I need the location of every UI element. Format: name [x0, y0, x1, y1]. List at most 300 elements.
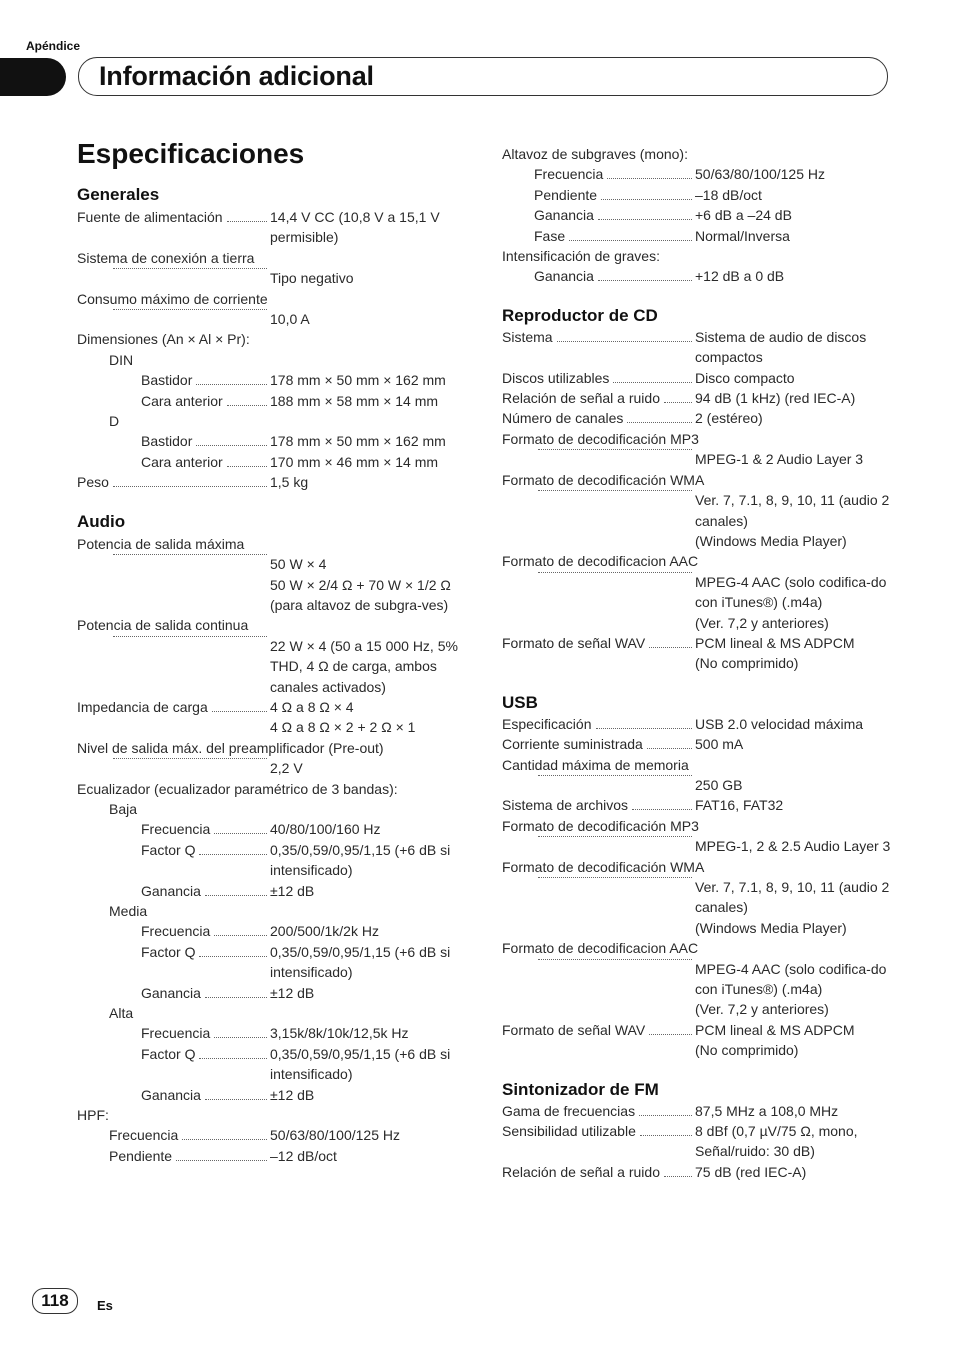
spec-value-line: ±12 dB: [270, 1086, 315, 1103]
spec-section: [502, 692, 902, 1061]
spec-value-line: 14,4 V CC (10,8 V a 15,1 V permisible): [270, 209, 440, 246]
spec-value-line: 75 dB (red IEC-A): [695, 1163, 807, 1180]
dot-leader: [176, 1160, 267, 1161]
section-heading: USB: [502, 692, 538, 712]
spec-label: Discos utilizables: [502, 369, 610, 386]
dot-leader: [627, 422, 692, 423]
spec-label-line: Alta: [109, 1005, 134, 1022]
spec-value-line: 50 W × 2/4 Ω + 70 W × 1/2 Ω (para altavoz de subgra-ves): [270, 576, 451, 613]
spec-row: [502, 388, 902, 408]
spec-value: [695, 734, 902, 754]
spec-value-line: 0,35/0,59/0,95/1,15 (+6 dB si intensificado): [270, 841, 451, 879]
dot-leader: [113, 486, 267, 487]
spec-label-cell: [502, 266, 695, 286]
spec-row: [502, 164, 902, 184]
spec-row: [77, 1044, 477, 1085]
spec-row: [502, 959, 902, 1020]
spec-label: Ganancia: [141, 984, 201, 1001]
spec-label-line: Potencia de salida continua: [77, 617, 249, 634]
spec-label: Sistema de archivos: [502, 797, 629, 814]
spec-label-line: Formato de decodificación WMA: [502, 471, 705, 488]
spec-label-cell: [502, 836, 695, 841]
dot-leader: [199, 956, 267, 957]
right-column: [502, 144, 902, 1182]
spec-label-line: Media: [109, 903, 148, 919]
spec-value-line: (Windows Media Player): [695, 532, 847, 549]
spec-value-line: 500 mA: [695, 736, 744, 753]
dot-leader: [538, 572, 692, 573]
spec-value-line: USB 2.0 velocidad máxima: [695, 715, 864, 732]
page-number: 118: [32, 1288, 78, 1314]
spec-label-cell: [77, 819, 270, 839]
spec-value: [270, 554, 477, 615]
spec-row: [502, 1162, 902, 1182]
spec-label: Gama de frecuencias: [502, 1102, 636, 1119]
section-tab-marker: [0, 58, 66, 96]
spec-value-line: 2,2 V: [270, 760, 303, 777]
spec-value: [270, 391, 477, 411]
spec-value: [695, 368, 902, 388]
spec-value-line: 0,35/0,59/0,95/1,15 (+6 dB si intensificado): [270, 1045, 451, 1083]
spec-value: [695, 327, 902, 368]
spec-row: [502, 775, 902, 795]
spec-value-line: 22 W × 4 (50 a 15 000 Hz, 5% THD, 4 Ω de carga, ambos canales activados): [270, 637, 458, 695]
chapter-title: Información adicional: [99, 61, 374, 91]
spec-label-cell: [77, 758, 270, 763]
spec-value: [695, 205, 902, 225]
spec-value-line: (No comprimido): [695, 1042, 799, 1059]
spec-row: [77, 921, 477, 941]
spec-value: [695, 1020, 902, 1061]
spec-label-cell: [502, 633, 695, 653]
dot-leader: [196, 384, 267, 385]
spec-value: [695, 1162, 902, 1182]
spec-section: [77, 511, 477, 1167]
spec-value-line: 4 Ω a 8 Ω × 2 + 2 Ω × 1: [270, 719, 416, 736]
spec-value-line: ±12 dB: [270, 882, 315, 899]
spec-row: [77, 840, 477, 881]
spec-label: Impedancia de carga: [77, 698, 208, 715]
spec-row: [77, 1085, 477, 1105]
spec-label-cell: [502, 877, 695, 882]
spec-label: Bastidor: [141, 372, 193, 389]
spec-row: [77, 819, 477, 839]
spec-label-cell: [502, 1101, 695, 1121]
spec-label: Número de canales: [502, 410, 624, 427]
spec-label-line: Formato de decodificación MP3: [502, 817, 699, 834]
spec-label-line: Formato de decodificacion AAC: [502, 553, 699, 570]
spec-row: [77, 207, 477, 248]
spec-value: [695, 388, 902, 408]
language-code: Es: [97, 1298, 113, 1313]
spec-label-line: Intensificación de graves:: [502, 248, 660, 265]
spec-row: [77, 1125, 477, 1145]
spec-value: [270, 431, 477, 451]
dot-leader: [613, 382, 692, 383]
spec-value: [270, 881, 477, 901]
spec-value: [695, 836, 902, 856]
spec-row: [77, 554, 477, 615]
dot-leader: [227, 405, 267, 406]
spec-value-line: 250 GB: [695, 776, 743, 793]
spec-label-line: Formato de decodificación WMA: [502, 858, 705, 875]
dot-leader: [196, 445, 267, 446]
spec-value-line: 50/63/80/100/125 Hz: [270, 1127, 400, 1144]
spec-value: [695, 449, 902, 469]
spec-value: [270, 921, 477, 941]
dot-leader: [199, 1058, 267, 1059]
spec-value-line: –18 dB/oct: [695, 186, 762, 203]
dot-leader: [113, 268, 267, 269]
spec-value-line: 10,0 A: [270, 311, 310, 328]
spec-row: [77, 697, 477, 738]
dot-leader: [596, 728, 693, 729]
spec-label-line: Altavoz de subgraves (mono):: [502, 146, 688, 162]
section-heading: Sintonizador de FM: [502, 1079, 659, 1099]
spec-label-cell: [77, 370, 270, 390]
spec-value-line: 4 Ω a 8 Ω × 4: [270, 698, 354, 715]
spec-label-cell: [77, 942, 270, 962]
dot-leader: [538, 775, 692, 776]
spec-value: [695, 490, 902, 551]
spec-label: Frecuencia: [534, 166, 604, 183]
spec-row: [77, 309, 477, 329]
spec-value-line: Disco compacto: [695, 369, 795, 386]
spec-value: [270, 309, 477, 329]
spec-value: [270, 268, 477, 288]
dot-leader: [639, 1115, 692, 1116]
spec-label-line: Consumo máximo de corriente: [77, 290, 268, 307]
running-header: Apéndice: [26, 39, 81, 53]
spec-row: [77, 636, 477, 697]
spec-label-cell: [502, 490, 695, 495]
spec-label-line: Potencia de salida máxima: [77, 535, 245, 552]
spec-value-line: 94 dB (1 kHz) (red IEC-A): [695, 390, 856, 407]
dot-leader: [598, 219, 692, 220]
spec-label: Ganancia: [534, 207, 594, 224]
spec-row: [77, 391, 477, 411]
spec-row: [502, 1020, 902, 1061]
spec-row: [502, 633, 902, 674]
dot-leader: [113, 758, 267, 759]
spec-label-cell: [77, 881, 270, 901]
spec-value-line: 50 W × 4: [270, 556, 327, 573]
spec-value-line: Sistema de audio de discos compactos: [695, 328, 867, 366]
dot-leader: [649, 1034, 692, 1035]
spec-label: Sensibilidad utilizable: [502, 1123, 636, 1140]
spec-value-line: Tipo negativo: [270, 270, 354, 287]
spec-section: [502, 1079, 902, 1183]
spec-label-cell: [77, 309, 270, 314]
spec-section: [502, 144, 902, 287]
spec-value: [270, 207, 477, 248]
spec-label: Formato de señal WAV: [502, 634, 646, 651]
spec-label-cell: [77, 472, 270, 492]
spec-label-line: Cantidad máxima de memoria: [502, 756, 689, 773]
spec-label: Ganancia: [534, 268, 594, 285]
spec-label: Factor Q: [141, 1045, 196, 1062]
spec-value: [270, 1085, 477, 1105]
spec-row: [502, 714, 902, 734]
spec-label: Fuente de alimentación: [77, 209, 223, 225]
dot-leader: [113, 636, 267, 637]
spec-label-line: D: [109, 413, 120, 430]
spec-value: [695, 633, 902, 674]
spec-label-cell: [502, 795, 695, 815]
spec-row: [502, 734, 902, 754]
spec-value-line: 2 (estéreo): [695, 410, 763, 427]
spec-value-line: 0,35/0,59/0,95/1,15 (+6 dB si intensificado): [270, 943, 451, 981]
spec-value: [695, 164, 902, 184]
page-title: Especificaciones: [77, 138, 305, 169]
spec-value-line: PCM lineal & MS ADPCM: [695, 1021, 855, 1038]
spec-row: [502, 795, 902, 815]
spec-value: [270, 1125, 477, 1145]
spec-value: [695, 1101, 902, 1121]
spec-label-cell: [502, 1162, 695, 1182]
spec-value-line: FAT16, FAT32: [695, 797, 784, 814]
spec-value: [695, 266, 902, 286]
spec-value-line: 87,5 MHz a 108,0 MHz: [695, 1102, 839, 1119]
spec-label: Relación de señal a ruido: [502, 390, 660, 407]
spec-row: [502, 368, 902, 388]
spec-value-line: MPEG-4 AAC (solo codifica-do con iTunes®) (.m4a): [695, 960, 887, 998]
dot-leader: [538, 836, 692, 837]
dot-leader: [538, 877, 692, 878]
spec-value: [270, 819, 477, 839]
spec-label: Relación de señal a ruido: [502, 1163, 660, 1180]
spec-value-line: 3,15k/8k/10k/12,5k Hz: [270, 1025, 409, 1042]
spec-label: Fase: [534, 227, 566, 244]
spec-label: Factor Q: [141, 943, 196, 960]
spec-value-line: 50/63/80/100/125 Hz: [695, 166, 825, 183]
spec-label-cell: [502, 226, 695, 246]
spec-row: [77, 268, 477, 288]
spec-value-line: 1,5 kg: [270, 474, 309, 491]
spec-row: [502, 327, 902, 368]
dot-leader: [538, 490, 692, 491]
spec-label: Bastidor: [141, 433, 193, 450]
spec-value: [695, 572, 902, 633]
section-heading: Audio: [77, 511, 126, 531]
dot-leader: [214, 833, 267, 834]
dot-leader: [227, 466, 267, 467]
spec-row: [502, 490, 902, 551]
spec-value: [695, 714, 902, 734]
spec-label: Pendiente: [109, 1147, 173, 1164]
dot-leader: [598, 280, 692, 281]
section-heading: Generales: [77, 185, 160, 204]
spec-row: [502, 1101, 902, 1121]
dot-leader: [227, 221, 267, 222]
dot-leader: [664, 1176, 692, 1177]
spec-label-line: Baja: [109, 800, 138, 817]
spec-row: [502, 185, 902, 205]
spec-label: Pendiente: [534, 186, 598, 203]
spec-label: Sistema: [502, 328, 553, 345]
spec-label-cell: [502, 164, 695, 184]
spec-label-cell: [77, 921, 270, 941]
spec-value-line: 8 dBf (0,7 µV/75 Ω, mono, Señal/ruido: 30 dB): [695, 1123, 858, 1160]
spec-value: [695, 775, 902, 795]
dot-leader: [607, 178, 692, 179]
spec-label: Ganancia: [141, 882, 201, 899]
spec-row: [502, 572, 902, 633]
spec-label-cell: [77, 1023, 270, 1043]
dot-leader: [212, 711, 267, 712]
spec-label-cell: [502, 775, 695, 780]
dot-leader: [113, 554, 267, 555]
spec-row: [77, 1146, 477, 1166]
spec-label-cell: [502, 449, 695, 454]
dot-leader: [538, 449, 692, 450]
spec-label-cell: [77, 431, 270, 451]
spec-value-line: Ver. 7, 7.1, 8, 9, 10, 11 (audio 2 canales): [695, 879, 890, 916]
spec-label-cell: [77, 697, 270, 717]
spec-row: [502, 877, 902, 938]
spec-row: [77, 370, 477, 390]
dot-leader: [538, 959, 692, 960]
spec-label-cell: [502, 185, 695, 205]
spec-label-line: Sistema de conexión a tierra: [77, 249, 255, 266]
spec-value: [270, 1023, 477, 1043]
spec-value: [270, 1146, 477, 1166]
spec-value: [695, 795, 902, 815]
spec-value: [270, 840, 477, 881]
spec-label-cell: [77, 840, 270, 860]
spec-label-line: Formato de decodificacion AAC: [502, 940, 699, 957]
spec-label-line: DIN: [109, 351, 134, 368]
spec-row: [77, 452, 477, 472]
spec-label-line: Dimensiones (An × Al × Pr):: [77, 331, 250, 348]
spec-value: [695, 877, 902, 938]
section-heading: Reproductor de CD: [502, 305, 658, 325]
spec-value-line: MPEG-4 AAC (solo codifica-do con iTunes®) (.m4a): [695, 573, 887, 611]
spec-row: [77, 881, 477, 901]
spec-section: [502, 305, 902, 674]
spec-value-line: 200/500/1k/2k Hz: [270, 923, 379, 940]
spec-label-cell: [77, 268, 270, 273]
spec-row: [502, 1121, 902, 1162]
spec-value-line: Ver. 7, 7.1, 8, 9, 10, 11 (audio 2 canales): [695, 492, 890, 529]
dot-leader: [649, 647, 692, 648]
spec-row: [502, 836, 902, 856]
spec-value-line: (No comprimido): [695, 655, 799, 672]
spec-value: [695, 226, 902, 246]
spec-label-cell: [502, 205, 695, 225]
spec-value-line: (Ver. 7,2 y anteriores): [695, 614, 829, 631]
spec-value-line: 178 mm × 50 mm × 162 mm: [270, 372, 446, 389]
spec-value-line: +6 dB a –24 dB: [695, 207, 792, 224]
spec-value-line: (Ver. 7,2 y anteriores): [695, 1001, 829, 1018]
spec-value: [270, 1044, 477, 1085]
spec-label-line: Ecualizador (ecualizador paramétrico de 3 bandas):: [77, 780, 398, 797]
spec-value-line: MPEG-1, 2 & 2.5 Audio Layer 3: [695, 838, 891, 855]
spec-label: Frecuencia: [109, 1127, 179, 1144]
spec-value: [270, 370, 477, 390]
spec-value-line: 188 mm × 58 mm × 14 mm: [270, 392, 439, 409]
spec-value: [270, 758, 477, 778]
spec-label-cell: [77, 636, 270, 641]
spec-value-line: +12 dB a 0 dB: [695, 268, 785, 285]
spec-value: [270, 636, 477, 697]
spec-label-cell: [77, 207, 270, 227]
spec-row: [502, 266, 902, 286]
spec-label-cell: [77, 1085, 270, 1105]
spec-value-line: 40/80/100/160 Hz: [270, 821, 381, 838]
dot-leader: [113, 309, 267, 310]
spec-label: Factor Q: [141, 841, 196, 858]
spec-value: [270, 452, 477, 472]
spec-label-cell: [502, 734, 695, 754]
spec-label-cell: [77, 554, 270, 559]
spec-label-cell: [77, 391, 270, 411]
spec-row: [502, 449, 902, 469]
spec-row: [77, 942, 477, 983]
spec-label: Especificación: [502, 715, 592, 732]
spec-label-cell: [502, 1121, 695, 1141]
spec-label: Corriente suministrada: [502, 736, 643, 753]
spec-value: [270, 983, 477, 1003]
spec-label-cell: [77, 1146, 270, 1166]
spec-row: [77, 472, 477, 492]
dot-leader: [214, 1037, 267, 1038]
spec-label-cell: [502, 368, 695, 388]
dot-leader: [632, 809, 692, 810]
dot-leader: [214, 935, 267, 936]
spec-value: [695, 408, 902, 428]
spec-label-cell: [502, 959, 695, 964]
spec-value-line: Normal/Inversa: [695, 227, 790, 244]
spec-value: [695, 1121, 902, 1162]
spec-label-cell: [502, 388, 695, 408]
spec-value-line: 178 mm × 50 mm × 162 mm: [270, 433, 446, 450]
spec-label-cell: [502, 1020, 695, 1040]
spec-label-cell: [77, 1125, 270, 1145]
spec-row: [77, 431, 477, 451]
spec-value: [270, 697, 477, 738]
chapter-banner: [78, 57, 888, 96]
spec-label: Frecuencia: [141, 923, 211, 940]
dot-leader: [569, 240, 692, 241]
spec-label: Cara anterior: [141, 453, 223, 470]
spec-row: [502, 226, 902, 246]
spec-label: Formato de señal WAV: [502, 1021, 646, 1038]
spec-label: Frecuencia: [141, 821, 211, 838]
spec-label-cell: [502, 408, 695, 428]
spec-value: [695, 959, 902, 1020]
spec-label-line: HPF:: [77, 1107, 109, 1124]
dot-leader: [601, 199, 692, 200]
spec-label-line: Formato de decodificación MP3: [502, 430, 699, 447]
spec-label-cell: [502, 714, 695, 734]
spec-label-cell: [77, 452, 270, 472]
spec-value-line: 170 mm × 46 mm × 14 mm: [270, 453, 439, 470]
spec-label: Peso: [77, 474, 109, 491]
spec-row: [502, 205, 902, 225]
spec-section: [77, 184, 477, 493]
spec-label: Ganancia: [141, 1086, 201, 1103]
dot-leader: [640, 1135, 692, 1136]
dot-leader: [557, 341, 692, 342]
spec-value-line: PCM lineal & MS ADPCM: [695, 634, 855, 651]
spec-label-line: Nivel de salida máx. del preamplificador (Pre-out): [77, 739, 384, 756]
dot-leader: [664, 402, 692, 403]
spec-label-cell: [77, 983, 270, 1003]
left-column: [77, 184, 477, 1166]
dot-leader: [199, 854, 267, 855]
spec-label: Cara anterior: [141, 392, 223, 409]
